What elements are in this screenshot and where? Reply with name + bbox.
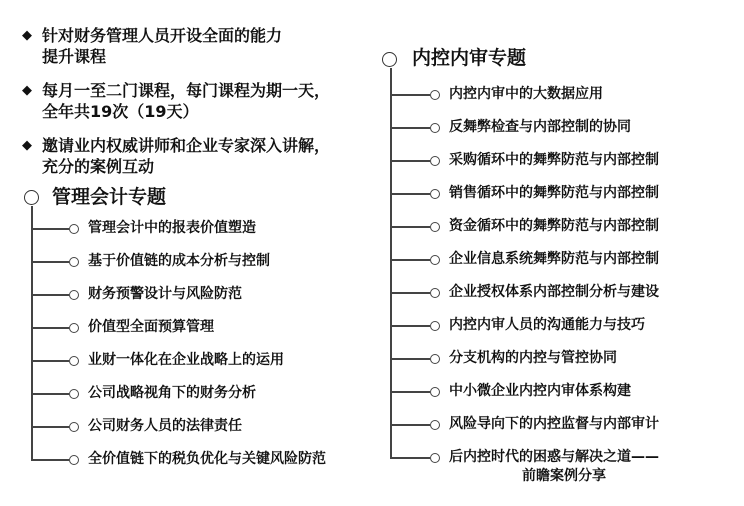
topic-item: 全价值链下的税负优化与关键风险防范 <box>88 451 326 467</box>
topic-circle-icon <box>430 222 440 232</box>
diamond-bullet-icon: ◆ <box>22 83 32 98</box>
topic-circle-icon <box>69 356 79 366</box>
topic-circle-icon <box>430 255 440 265</box>
topic-item: 反舞弊检查与内部控制的协同 <box>449 119 631 135</box>
topic-item: 采购循环中的舞弊防范与内部控制 <box>449 152 659 168</box>
topic-circle-icon <box>69 455 79 465</box>
topic-circle-icon <box>430 123 440 133</box>
topic-item: 财务预警设计与风险防范 <box>88 286 242 302</box>
topic-item: 企业授权体系内部控制分析与建设 <box>449 284 659 300</box>
topic-item: 业财一体化在企业战略上的运用 <box>88 352 284 368</box>
tree-branch-line <box>31 459 69 461</box>
topic-item: 内控内审中的大数据应用 <box>449 86 603 102</box>
diamond-bullet-icon: ◆ <box>22 28 32 43</box>
topic-item-continuation: 前瞻案例分享 <box>522 468 606 484</box>
topic-circle-icon <box>69 422 79 432</box>
topic-item: 公司财务人员的法律责任 <box>88 418 242 434</box>
tree-branch-line <box>31 327 69 329</box>
tree-branch-line <box>31 261 69 263</box>
topic-item: 资金循环中的舞弊防范与内部控制 <box>449 218 659 234</box>
topic-item: 企业信息系统舞弊防范与内部控制 <box>449 251 659 267</box>
topic-circle-icon <box>69 389 79 399</box>
topic-item: 价值型全面预算管理 <box>88 319 214 335</box>
tree-branch-line <box>390 391 430 393</box>
topic-circle-icon <box>430 288 440 298</box>
tree-branch-line <box>390 358 430 360</box>
section-circle-icon <box>382 52 397 67</box>
tree-trunk-line <box>31 206 33 460</box>
tree-branch-line <box>390 94 430 96</box>
tree-branch-line <box>390 160 430 162</box>
audit-section-title: 内控内审专题 <box>412 47 527 69</box>
topic-circle-icon <box>69 257 79 267</box>
tree-branch-line <box>31 426 69 428</box>
topic-item: 基于价值链的成本分析与控制 <box>88 253 270 269</box>
topic-item: 公司战略视角下的财务分析 <box>88 385 256 401</box>
intro-bullet-line: 充分的案例互动 <box>42 157 155 176</box>
topic-circle-icon <box>430 90 440 100</box>
topic-circle-icon <box>430 156 440 166</box>
tree-branch-line <box>390 325 430 327</box>
topic-circle-icon <box>430 453 440 463</box>
tree-branch-line <box>390 457 430 459</box>
tree-branch-line <box>390 226 430 228</box>
topic-circle-icon <box>69 224 79 234</box>
topic-item: 后内控时代的困惑与解决之道—— <box>449 449 659 465</box>
topic-item: 内控内审人员的沟通能力与技巧 <box>449 317 645 333</box>
topic-circle-icon <box>430 420 440 430</box>
topic-circle-icon <box>430 321 440 331</box>
tree-branch-line <box>390 127 430 129</box>
topic-item: 中小微企业内控内审体系构建 <box>449 383 631 399</box>
intro-bullet-line: 邀请业内权威讲师和企业专家深入讲解， <box>42 136 331 155</box>
intro-bullet-line: 全年共19次（19天） <box>42 102 199 121</box>
topic-circle-icon <box>430 387 440 397</box>
diamond-bullet-icon: ◆ <box>22 138 32 153</box>
topic-circle-icon <box>69 290 79 300</box>
intro-bullet-line: 提升课程 <box>42 47 107 66</box>
topic-item: 销售循环中的舞弊防范与内部控制 <box>449 185 659 201</box>
tree-branch-line <box>390 259 430 261</box>
topic-item: 风险导向下的内控监督与内部审计 <box>449 416 659 432</box>
topic-item: 管理会计中的报表价值塑造 <box>88 220 256 236</box>
topic-circle-icon <box>430 189 440 199</box>
tree-branch-line <box>390 292 430 294</box>
tree-branch-line <box>31 360 69 362</box>
intro-bullet-line: 针对财务管理人员开设全面的能力 <box>42 26 283 45</box>
tree-branch-line <box>390 193 430 195</box>
section-circle-icon <box>24 190 39 205</box>
topic-circle-icon <box>430 354 440 364</box>
topic-circle-icon <box>69 323 79 333</box>
tree-branch-line <box>31 393 69 395</box>
tree-branch-line <box>31 228 69 230</box>
management-section-title: 管理会计专题 <box>52 186 167 208</box>
tree-branch-line <box>390 424 430 426</box>
tree-branch-line <box>31 294 69 296</box>
intro-bullet-line: 每月一至二门课程，每门课程为期一天， <box>42 81 331 100</box>
topic-item: 分支机构的内控与管控协同 <box>449 350 617 366</box>
